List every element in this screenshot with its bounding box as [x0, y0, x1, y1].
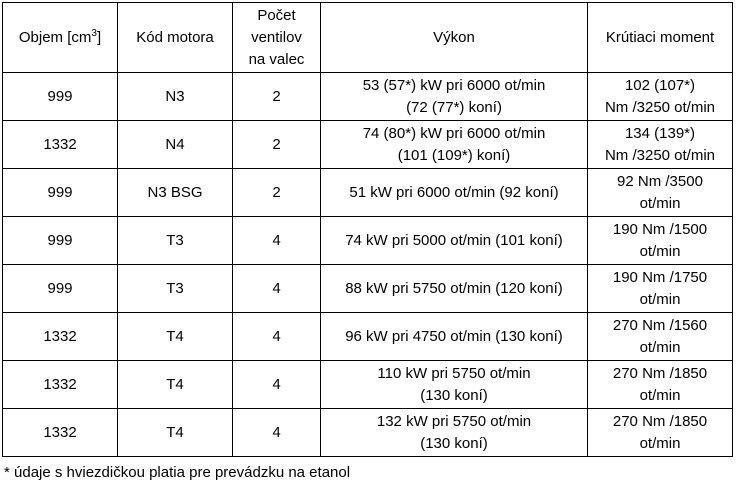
cell-engine-code: T4: [118, 313, 233, 361]
cell-power: [321, 169, 588, 217]
power-line: 88 kW pri 5750 ot/min (120 koní): [345, 279, 563, 297]
cell-valves: 2: [233, 169, 321, 217]
table-row: [3, 361, 733, 409]
power-line: 74 kW pri 5000 ot/min (101 koní): [345, 231, 563, 249]
cell-torque: [588, 361, 733, 409]
table-row: [3, 73, 733, 121]
cell-power: [321, 73, 588, 121]
cell-valves: 4: [233, 361, 321, 409]
torque-line: 190 Nm /1500: [612, 220, 708, 238]
power-line: (130 koní): [420, 386, 488, 404]
torque-line: 270 Nm /1560: [612, 316, 708, 334]
cell-volume: 1332: [3, 409, 118, 457]
cell-volume: 999: [3, 217, 118, 265]
cell-engine-code: T4: [118, 361, 233, 409]
cell-valves: 2: [233, 73, 321, 121]
torque-line: 270 Nm /1850: [612, 412, 708, 430]
cell-valves: 4: [233, 265, 321, 313]
torque-line: 102 (107*): [624, 76, 696, 94]
header-power: Výkon: [321, 3, 588, 73]
cell-valves: 4: [233, 313, 321, 361]
cell-valves: 2: [233, 121, 321, 169]
cell-torque: [588, 265, 733, 313]
cell-valves: 4: [233, 217, 321, 265]
header-torque: Krútiaci moment: [588, 3, 733, 73]
cell-engine-code: T3: [118, 265, 233, 313]
cell-volume: 999: [3, 265, 118, 313]
cell-volume: 999: [3, 169, 118, 217]
power-line: 74 (80*) kW pri 6000 ot/min: [362, 124, 546, 142]
torque-line: 190 Nm /1750: [612, 268, 708, 286]
header-row: [3, 3, 733, 73]
cell-torque: [588, 409, 733, 457]
cell-volume: 999: [3, 73, 118, 121]
cell-torque: [588, 73, 733, 121]
cell-power: [321, 313, 588, 361]
torque-line: ot/min: [639, 242, 681, 260]
table-row: [3, 265, 733, 313]
header-valves: Počet ventilov na valec: [233, 3, 321, 73]
power-line: (130 koní): [420, 434, 488, 452]
cell-torque: [588, 217, 733, 265]
header-volume: Objem $[cm^3]$: [3, 3, 118, 73]
power-line: 110 kW pri 5750 ot/min: [377, 364, 531, 382]
cell-volume: 1332: [3, 313, 118, 361]
cell-volume: 1332: [3, 121, 118, 169]
cell-engine-code: T4: [118, 409, 233, 457]
cell-torque: [588, 169, 733, 217]
cell-torque: [588, 121, 733, 169]
table-row: [3, 313, 733, 361]
torque-line: ot/min: [639, 194, 681, 212]
cell-engine-code: N4: [118, 121, 233, 169]
power-line: (72 (77*) koní): [406, 98, 502, 116]
power-line: (101 (109*) koní): [397, 146, 511, 164]
cell-power: [321, 217, 588, 265]
cell-valves: 4: [233, 409, 321, 457]
cell-engine-code: T3: [118, 217, 233, 265]
torque-line: ot/min: [639, 386, 681, 404]
torque-line: ot/min: [639, 338, 681, 356]
cell-engine-code: N3: [118, 73, 233, 121]
torque-line: ot/min: [639, 290, 681, 308]
torque-line: Nm /3250 ot/min: [604, 98, 716, 116]
table-row: [3, 409, 733, 457]
cell-engine-code: N3 BSG: [118, 169, 233, 217]
table-row: [3, 121, 733, 169]
table-row: [3, 217, 733, 265]
power-line: 53 (57*) kW pri 6000 ot/min: [362, 76, 546, 94]
torque-line: 270 Nm /1850: [612, 364, 708, 382]
torque-line: 92 Nm /3500: [617, 172, 703, 190]
footnote: * údaje s hviezdičkou platia pre prevádzku na etanol: [4, 464, 351, 481]
torque-line: ot/min: [639, 434, 681, 452]
engine-specs-table: [2, 2, 733, 457]
table-row: [3, 169, 733, 217]
torque-line: Nm /3250 ot/min: [604, 146, 716, 164]
header-engine-code: Kód motora: [118, 3, 233, 73]
cell-power: [321, 361, 588, 409]
power-line: 51 kW pri 6000 ot/min (92 koní): [349, 183, 559, 201]
power-line: 132 kW pri 5750 ot/min: [376, 412, 532, 430]
cell-power: [321, 121, 588, 169]
torque-line: 134 (139*): [624, 124, 696, 142]
cell-volume: 1332: [3, 361, 118, 409]
cell-power: [321, 409, 588, 457]
cell-torque: [588, 313, 733, 361]
power-line: 96 kW pri 4750 ot/min (130 koní): [345, 327, 563, 345]
cell-power: [321, 265, 588, 313]
